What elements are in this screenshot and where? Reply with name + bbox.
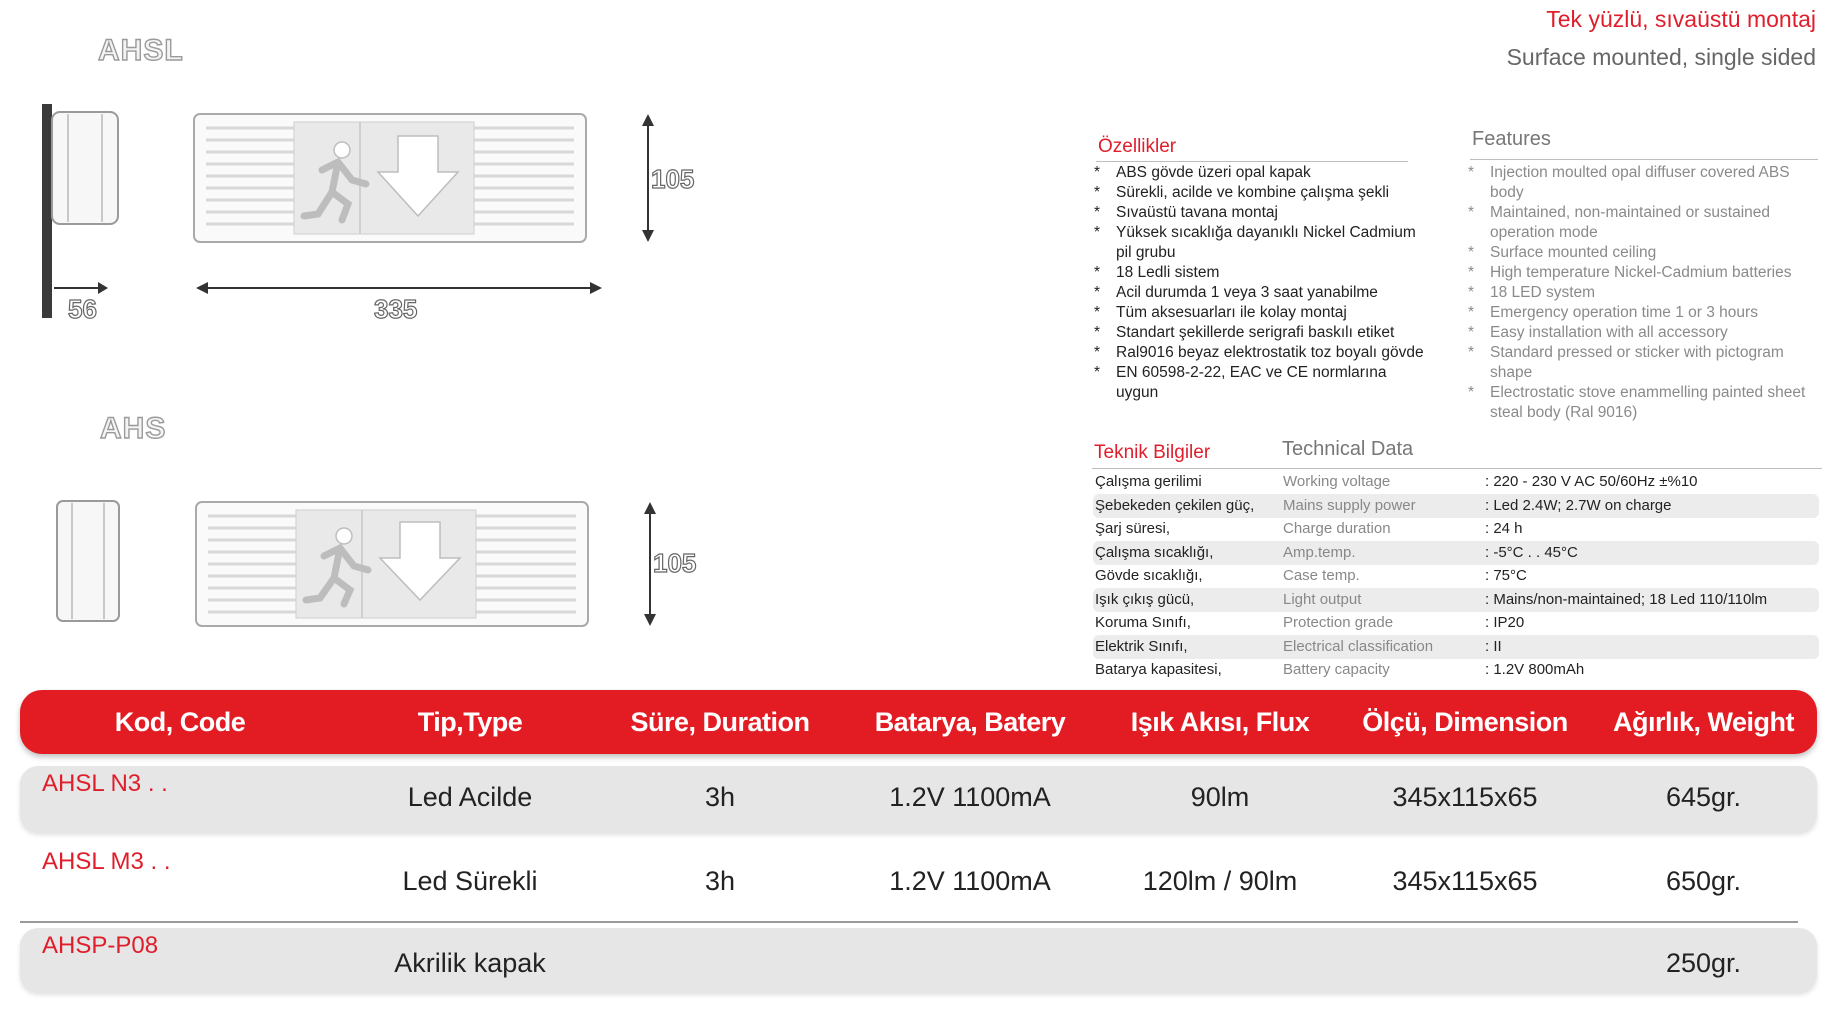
col-header-duration: Süre, Duration xyxy=(630,707,810,737)
list-item: * Standart şekillerde serigrafi baskılı etiket xyxy=(1094,324,1395,341)
list-item: * High temperature Nickel-Cadmium batteries xyxy=(1468,264,1792,281)
list-item: * Acil durumda 1 veya 3 saat yanabilme xyxy=(1094,284,1378,301)
features-list-en xyxy=(1468,163,1813,423)
cell-type: Led Acilde xyxy=(407,782,533,812)
tech-row-battery-capacity: Batarya kapasitesi, Battery capacity : 1.2V 800mAh xyxy=(1095,661,1585,678)
list-item: * EN 60598-2-22, EAC ve CE normlarına uygun xyxy=(1094,364,1387,401)
list-item: * Sürekli, acilde ve kombine çalışma şekli xyxy=(1094,184,1390,201)
features-tr-rule xyxy=(1096,161,1408,162)
tech-row-electrical-class: Elektrik Sınıfı, Electrical classification : II xyxy=(1093,635,1819,659)
col-header-battery: Batarya, Batery xyxy=(874,707,1066,737)
product-code-ahs: AHS xyxy=(100,412,167,445)
cell-duration: 3h xyxy=(704,782,736,812)
side-view-drawing-ahs xyxy=(54,498,124,626)
cell-weight: 650gr. xyxy=(1665,866,1742,896)
technical-rule xyxy=(1092,468,1822,469)
cell-duration: 3h xyxy=(704,866,736,896)
list-item: * Maintained, non-maintained or sustained operation mode xyxy=(1468,204,1771,241)
cell-battery: 1.2V 1100mA xyxy=(889,866,1051,896)
table-row xyxy=(20,766,1817,832)
list-item: * Emergency operation time 1 or 3 hours xyxy=(1468,304,1758,321)
col-header-flux: Işık Akısı, Flux xyxy=(1130,707,1310,737)
product-code: AHSL M3 . . xyxy=(42,848,171,875)
list-item: * ABS gövde üzeri opal kapak xyxy=(1094,164,1311,181)
list-item: * Yüksek sıcaklığa dayanıklı Nickel Cadmium pil grubu xyxy=(1094,224,1416,261)
list-item: * Sıvaüstü tavana montaj xyxy=(1094,204,1278,221)
cell-type: Akrilik kapak xyxy=(394,948,546,978)
col-header-code: Kod, Code xyxy=(114,707,246,737)
features-en-rule xyxy=(1470,159,1818,160)
list-item: * Tüm aksesuarları ile kolay montaj xyxy=(1094,304,1347,321)
cell-weight: 250gr. xyxy=(1665,948,1742,978)
list-item: * Injection moulted opal diffuser covered ABS body xyxy=(1468,164,1790,201)
col-header-dimension: Ölçü, Dimension xyxy=(1362,707,1568,737)
tech-row-protection-grade: Koruma Sınıfı, Protection grade : IP20 xyxy=(1095,614,1525,631)
dim-depth-label: 56 xyxy=(68,294,97,324)
tech-row-working-voltage: Çalışma gerilimi Working voltage : 220 - 230 V AC 50/60Hz ±%10 xyxy=(1095,473,1698,490)
list-item: * Electrostatic stove enammelling painted sheet steal body (Ral 9016) xyxy=(1468,384,1806,421)
cell-dimension: 345x115x65 xyxy=(1392,782,1538,812)
title-turkish: Tek yüzlü, sıvaüstü montaj xyxy=(1546,6,1816,32)
cell-weight: 645gr. xyxy=(1665,782,1742,812)
front-view-drawing-ahs xyxy=(194,500,590,628)
dim-height-label-2: 105 xyxy=(653,548,697,578)
cell-battery: 1.2V 1100mA xyxy=(889,782,1051,812)
dim-width-label: 335 xyxy=(374,294,418,324)
technical-title-en: Technical Data xyxy=(1282,438,1414,460)
cell-dimension: 345x115x65 xyxy=(1392,866,1538,896)
technical-title-tr: Teknik Bilgiler xyxy=(1094,442,1211,463)
dim-height-label-1: 105 xyxy=(651,164,695,194)
title-english: Surface mounted, single sided xyxy=(1506,44,1816,70)
cell-flux: 90lm xyxy=(1190,782,1250,812)
row-divider xyxy=(20,921,1798,923)
table-row xyxy=(20,844,1817,920)
list-item: * 18 LED system xyxy=(1468,284,1596,301)
list-item: * Surface mounted ceiling xyxy=(1468,244,1657,261)
product-code: AHSP-P08 xyxy=(42,932,159,959)
product-table-header xyxy=(20,690,1817,754)
list-item: * Easy installation with all accessory xyxy=(1468,324,1728,341)
list-item: * 18 Ledli sistem xyxy=(1094,264,1220,281)
cell-type: Led Sürekli xyxy=(402,866,538,896)
tech-row-case-temp: Gövde sıcaklığı, Case temp. : 75°C xyxy=(1095,567,1527,584)
features-title-tr: Özellikler xyxy=(1098,136,1177,157)
col-header-type: Tip,Type xyxy=(417,707,523,737)
tech-row-ambient-temp: Çalışma sıcaklığı, Amp.temp. : -5°C . . 45°C xyxy=(1093,541,1819,565)
tech-row-light-output: Işık çıkış gücü, Light output : Mains/non-maintained; 18 Led 110/110lm xyxy=(1093,588,1819,612)
table-row xyxy=(20,928,1817,992)
list-item: * Ral9016 beyaz elektrostatik toz boyalı gövde xyxy=(1094,344,1424,361)
list-item: * Standard pressed or sticker with pictogram shape xyxy=(1468,344,1784,381)
front-view-drawing-ahsl xyxy=(192,112,588,244)
col-header-weight: Ağırlık, Weight xyxy=(1612,707,1794,737)
cell-flux: 120lm / 90lm xyxy=(1142,866,1298,896)
features-title-en: Features xyxy=(1472,128,1551,150)
features-list-tr xyxy=(1094,163,1424,403)
tech-row-charge-duration: Şarj süresi, Charge duration : 24 h xyxy=(1095,520,1523,537)
product-code: AHSL N3 . . xyxy=(42,770,168,797)
tech-row-mains-supply-power: Şebekeden çekilen güç, Mains supply power : Led 2.4W; 2.7W on charge xyxy=(1093,494,1819,518)
product-code-ahsl: AHSL xyxy=(98,34,184,67)
